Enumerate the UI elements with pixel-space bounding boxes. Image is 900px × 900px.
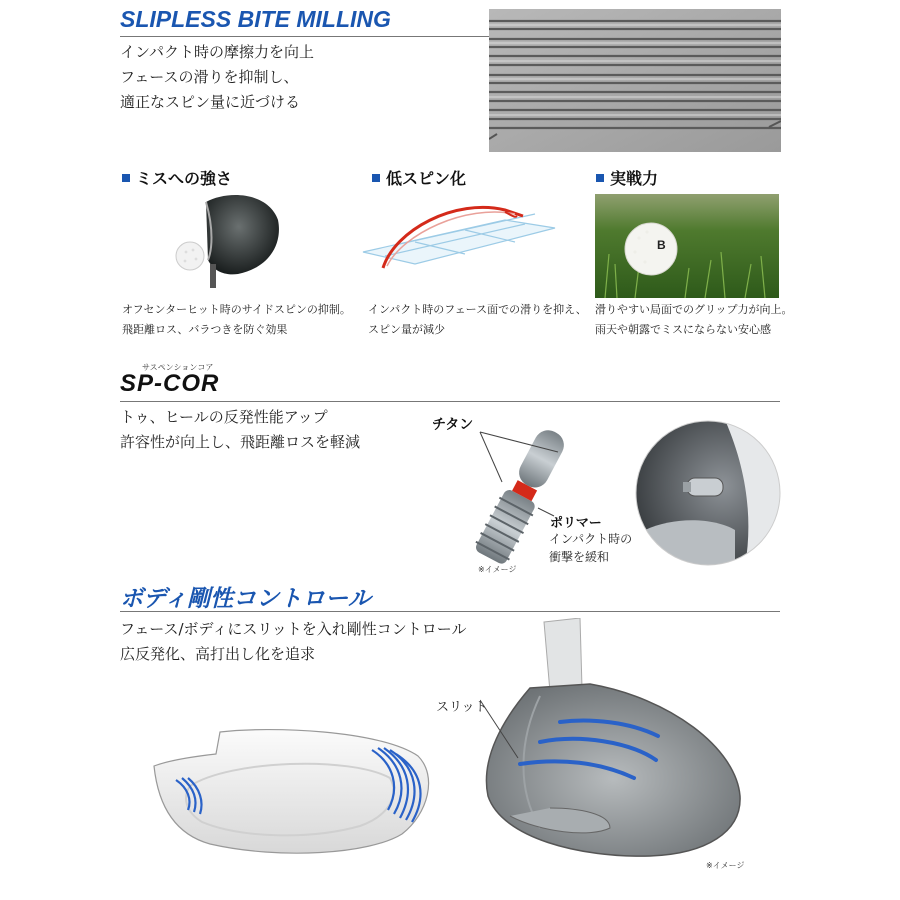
feature-caption-lowspin: インパクト時のフェース面での滑りを抑え、 スピン量が減少	[368, 303, 587, 336]
body-image-note: ※イメージ	[706, 861, 745, 870]
milling-description	[120, 40, 314, 115]
low-spin-diagram	[355, 190, 565, 280]
feature-caption-practical: 滑りやすい局面でのグリップ力が向上。 雨天や朝露でミスにならない安心感	[595, 303, 793, 336]
bullet-square-icon	[122, 174, 130, 182]
milling-line: 適正なスピン量に近づける	[120, 93, 301, 111]
spcor-ruby: サスペンションコア	[142, 363, 214, 372]
milling-heading: SLIPLESS BITE MILLING	[120, 6, 391, 32]
feature-title-practical: 実戦力	[596, 166, 658, 189]
polymer-description: インパクト時の 衝撃を緩和	[549, 532, 633, 564]
spcor-description: トゥ、ヒールの反発性能アップ 許容性が向上し、飛距離ロスを軽減	[120, 408, 361, 451]
clubhead-face-illustration	[150, 726, 440, 866]
spcor-logo: SP-COR	[120, 370, 220, 397]
milling-texture-image	[489, 9, 781, 152]
spcor-image-note: ※イメージ	[478, 565, 517, 574]
clubhead-body-illustration	[480, 618, 780, 868]
bullet-square-icon	[372, 174, 380, 182]
feature-title-lowspin: 低スピン化	[372, 166, 466, 189]
milling-line: フェースの滑りを抑制し、	[120, 68, 299, 86]
label-slit: スリット	[436, 700, 488, 715]
sp-cor-cross-section-image	[635, 420, 781, 566]
driver-ball-image	[168, 190, 288, 290]
label-titan: チタン	[432, 417, 474, 433]
feature-title-miss: ミスへの強さ	[122, 166, 232, 189]
body-divider	[120, 611, 780, 612]
bullet-square-icon	[596, 174, 604, 182]
feature-caption-miss: オフセンターヒット時のサイドスピンの抑制。 飛距離ロス、バラつきを防ぐ効果	[122, 303, 351, 336]
label-polymer: ポリマー	[550, 516, 602, 531]
milling-line: インパクト時の摩擦力を向上	[120, 43, 314, 61]
wet-grass-ball-photo	[595, 194, 779, 298]
spcor-divider	[120, 401, 780, 402]
body-heading: ボディ剛性コントロール	[120, 585, 371, 611]
svg-text:B: B	[657, 238, 666, 252]
body-description: フェース/ボディにスリットを入れ剛性コントロール 広反発化、高打出し化を追求	[120, 620, 467, 663]
